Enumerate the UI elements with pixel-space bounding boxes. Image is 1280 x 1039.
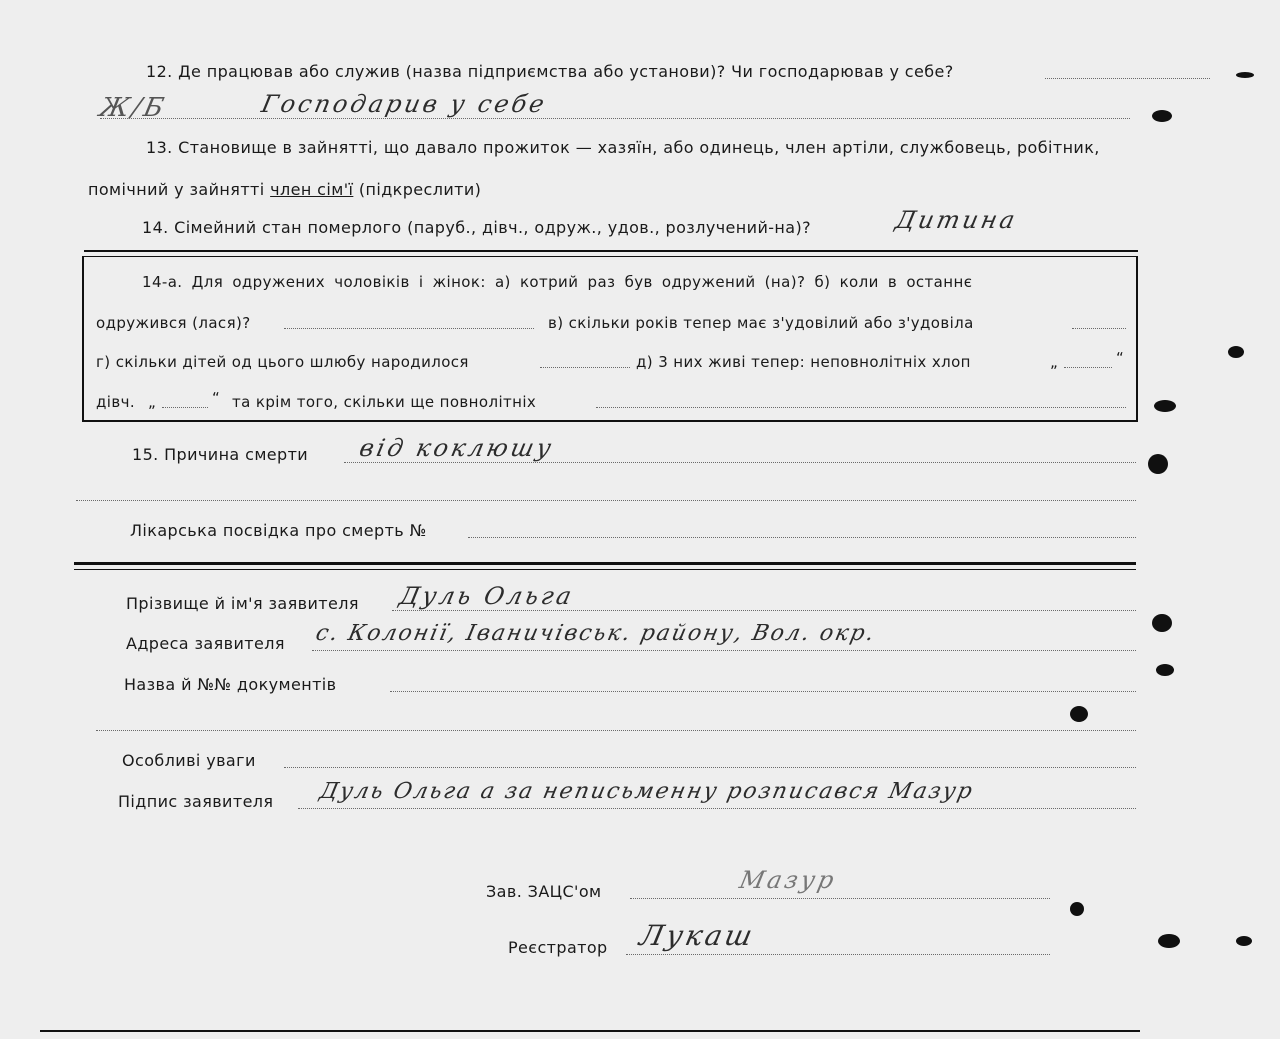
punch-hole (1228, 346, 1244, 358)
registrar-signature-handwriting: Лукаш (636, 919, 759, 952)
q12-stamp: Ж/Б (96, 93, 170, 123)
q14a-line4-b: та крім того, скільки ще повнолітніх (232, 393, 537, 411)
punch-hole (1154, 400, 1176, 412)
applicant-address-line (312, 650, 1136, 651)
q14a-line2-b: в) скільки років тепер має з'удовілий або з'удовіла (548, 314, 974, 332)
signature-label: Підпис заявителя (118, 792, 274, 811)
registrar-signature-line (626, 954, 1050, 955)
box-right-rule (1136, 256, 1138, 422)
q14a-line1: 14-а. Для одружених чоловіків і жінок: а) котрий раз був одружений (на)? б) коли в останнє (142, 273, 973, 291)
q14a-line4-dotted-b (596, 407, 1126, 408)
certificate-line (468, 537, 1136, 538)
punch-hole (1158, 934, 1180, 948)
applicant-name-line (392, 610, 1136, 611)
q14a-line3-a: г) скільки дітей од цього шлюбу народилося (96, 353, 469, 371)
punch-hole (1152, 614, 1172, 632)
signature-line (298, 808, 1136, 809)
q15-extra-line (76, 500, 1136, 501)
applicant-signature-handwriting: Дуль Ольга а за неписьменну розписався Мазур (317, 779, 977, 804)
applicant-name-handwriting: Дуль Ольга (397, 582, 577, 610)
q14a-line3-b: д) 3 них живі тепер: неповнолітніх хлоп (636, 353, 971, 371)
q15-answer-line (344, 462, 1136, 463)
q12-dotted-line (1045, 78, 1210, 79)
box-bottom-rule (82, 420, 1138, 422)
head-label: Зав. ЗАЦС'ом (486, 882, 602, 901)
q14a-line2-a: одружився (лася)? (96, 314, 251, 332)
box-top-rule-thin (84, 256, 1138, 257)
box-left-rule (82, 256, 84, 422)
q14-label: 14. Сімейний стан померлого (паруб., дівч., одруж., удов., розлучений-на)? (142, 218, 812, 237)
punch-hole (1236, 72, 1254, 78)
q12-answer-line (100, 118, 1130, 119)
applicant-address-label: Адреса заявителя (126, 634, 285, 653)
bottom-rule (40, 1030, 1140, 1032)
q13-line1: 13. Становище в зайнятті, що давало прожиток — хазяїн, або одинець, член артіли, службовець, робітник, (146, 138, 1100, 157)
punch-hole (1152, 110, 1172, 122)
q14a-line2-dotted-a (284, 328, 534, 329)
punch-hole (1070, 902, 1084, 916)
head-signature-line (630, 898, 1050, 899)
q14a-line4-a: дівч. (96, 393, 136, 411)
q14a-line3-close-quote: “ (1116, 349, 1125, 367)
notes-label: Особливі уваги (122, 751, 256, 770)
punch-hole (1148, 454, 1168, 474)
head-signature-handwriting: Мазур (737, 866, 840, 894)
punch-hole (1156, 664, 1174, 676)
separator-rule-thin (74, 569, 1136, 570)
q13-line2 (88, 180, 481, 200)
q13-line2-prefix: помічний у зайнятті (88, 180, 265, 199)
separator-rule-thick (74, 562, 1136, 565)
q14a-line3-dotted-b (1064, 367, 1112, 368)
q12-answer-handwriting: Господарив у себе (259, 90, 550, 118)
box-top-rule (84, 250, 1138, 252)
q14a-line4-close-quote: “ (212, 389, 221, 407)
registrar-label: Реєстратор (508, 938, 608, 957)
documents-label: Назва й №№ документів (124, 675, 337, 694)
punch-hole (1236, 936, 1252, 946)
q12-label: 12. Де працював або служив (назва підприємства або установи)? Чи господарював у себе? (146, 62, 954, 81)
q14a-line3-dotted-a (540, 367, 630, 368)
q15-label: 15. Причина смерти (132, 445, 309, 464)
q14a-line4-open-quote: „ (148, 393, 157, 411)
q13-line2-underlined: член сім'ї (270, 180, 354, 199)
certificate-label: Лікарська посвідка про смерть № (130, 521, 427, 540)
documents-line (390, 691, 1136, 692)
q14a-line3-open-quote: „ (1050, 353, 1059, 371)
q14-answer-handwriting: Дитина (893, 206, 1021, 234)
notes-line (284, 767, 1136, 768)
punch-hole (1070, 706, 1088, 722)
documents-extra-line (96, 730, 1136, 731)
applicant-name-label: Прізвище й ім'я заявителя (126, 594, 359, 613)
q13-line2-suffix: (підкреслити) (358, 180, 482, 199)
applicant-address-handwriting: с. Колонії, Іваничівськ. району, Вол. окр. (313, 621, 879, 646)
q15-answer-handwriting: від коклюшу (357, 434, 557, 462)
q14a-line2-dotted-b (1072, 328, 1126, 329)
q14a-line4-dotted-a (162, 407, 208, 408)
